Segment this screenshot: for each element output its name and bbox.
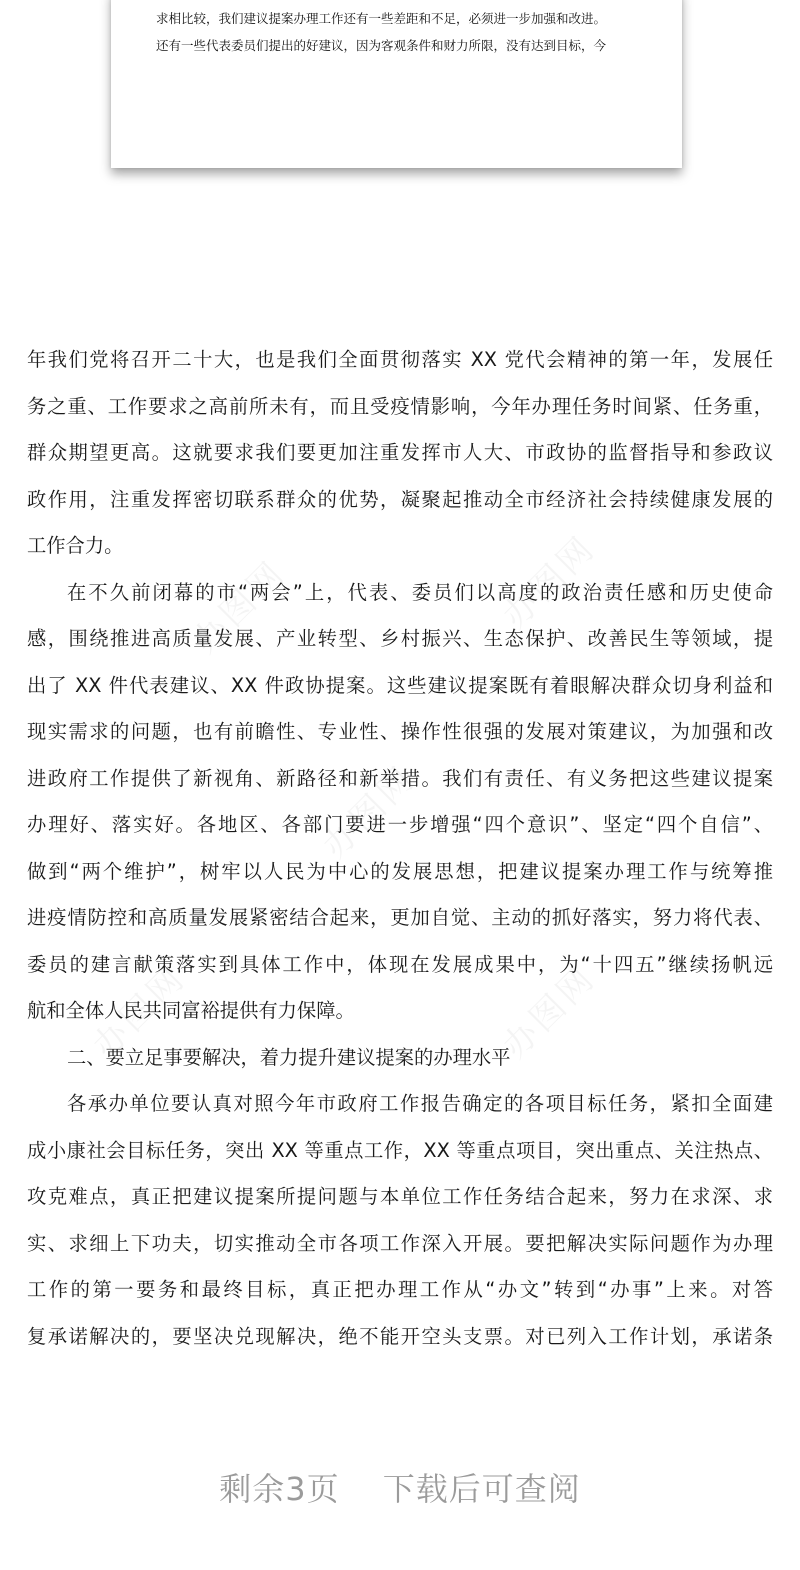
document-body: [27, 337, 773, 1360]
text-line: 实、求细上下功夫，切实推动全市各项工作深入开展。要把解决实际问题作为办理: [27, 1231, 773, 1255]
text-line: 现实需求的问题，也有前瞻性、专业性、操作性很强的发展对策建议，为加强和改: [27, 720, 773, 743]
document-preview-card: [111, 0, 682, 168]
text-line: 务之重、工作要求之高前所未有，而且受疫情影响，今年办理任务时间紧、任务重，: [27, 394, 773, 418]
text-line: 出了 XX 件代表建议、XX 件政协提案。这些建议提案既有着眼解决群众切身利益和: [27, 673, 773, 697]
text-line: 委员的建言献策落实到具体工作中，体现在发展成果中，为“十四五”继续扬帆远: [27, 952, 773, 976]
text-line: 办理好、落实好。各地区、各部门要进一步增强“四个意识”、坚定“四个自信”、: [27, 813, 773, 836]
text-line: 做到“两个维护”，树牢以人民为中心的发展思想，把建议提案办理工作与统筹推: [27, 859, 773, 883]
text-line: 工作合力。: [27, 534, 124, 557]
remaining-pages-label[interactable]: 剩余3页: [219, 1470, 340, 1508]
text-line: 各承办单位要认真对照今年市政府工作报告确定的各项目标任务，紧扣全面建: [67, 1092, 773, 1115]
text-line: 政作用，注重发挥密切联系群众的优势，凝聚起推动全市经济社会持续健康发展的: [27, 487, 773, 511]
text-line: 感，围绕推进高质量发展、产业转型、乡村振兴、生态保护、改善民生等领域，提: [27, 627, 773, 650]
text-line: 工作的第一要务和最终目标，真正把办理工作从“办文”转到“办事”上来。对答: [27, 1278, 773, 1301]
section-heading: 二、要立足事要解决，着力提升建议提案的办理水平: [67, 1045, 511, 1069]
text-line: 攻克难点，真正把建议提案所提问题与本单位工作任务结合起来，努力在求深、求: [27, 1185, 773, 1208]
text-line: 成小康社会目标任务，突出 XX 等重点工作，XX 等重点项目，突出重点、关注热点、: [27, 1138, 773, 1162]
text-line: 年我们党将召开二十大，也是我们全面贯彻落实 XX 党代会精神的第一年，发展任: [27, 348, 773, 371]
text-line: 在不久前闭幕的市“两会”上，代表、委员们以高度的政治责任感和历史使命: [67, 580, 773, 604]
preview-line: 还有一些代表委员们提出的好建议，因为客观条件和财力所限，没有达到目标，今: [156, 38, 607, 53]
download-more-banner[interactable]: [0, 1464, 800, 1510]
text-line: 进政府工作提供了新视角、新路径和新举措。我们有责任、有义务把这些建议提案: [27, 766, 773, 790]
download-to-view-label[interactable]: 下载后可查阅: [382, 1470, 581, 1508]
preview-line: 求相比较，我们建议提案办理工作还有一些差距和不足，必须进一步加强和改进。: [156, 11, 607, 26]
text-line: 进疫情防控和高质量发展紧密结合起来，更加自觉、主动的抓好落实，努力将代表、: [27, 906, 773, 929]
text-line: 航和全体人民共同富裕提供有力保障。: [27, 999, 355, 1022]
text-line: 复承诺解决的，要坚决兑现解决，绝不能开空头支票。对已列入工作计划，承诺条: [27, 1324, 773, 1348]
preview-line: [156, 0, 606, 1]
text-line: 群众期望更高。这就要求我们要更加注重发挥市人大、市政协的监督指导和参政议: [27, 441, 773, 464]
